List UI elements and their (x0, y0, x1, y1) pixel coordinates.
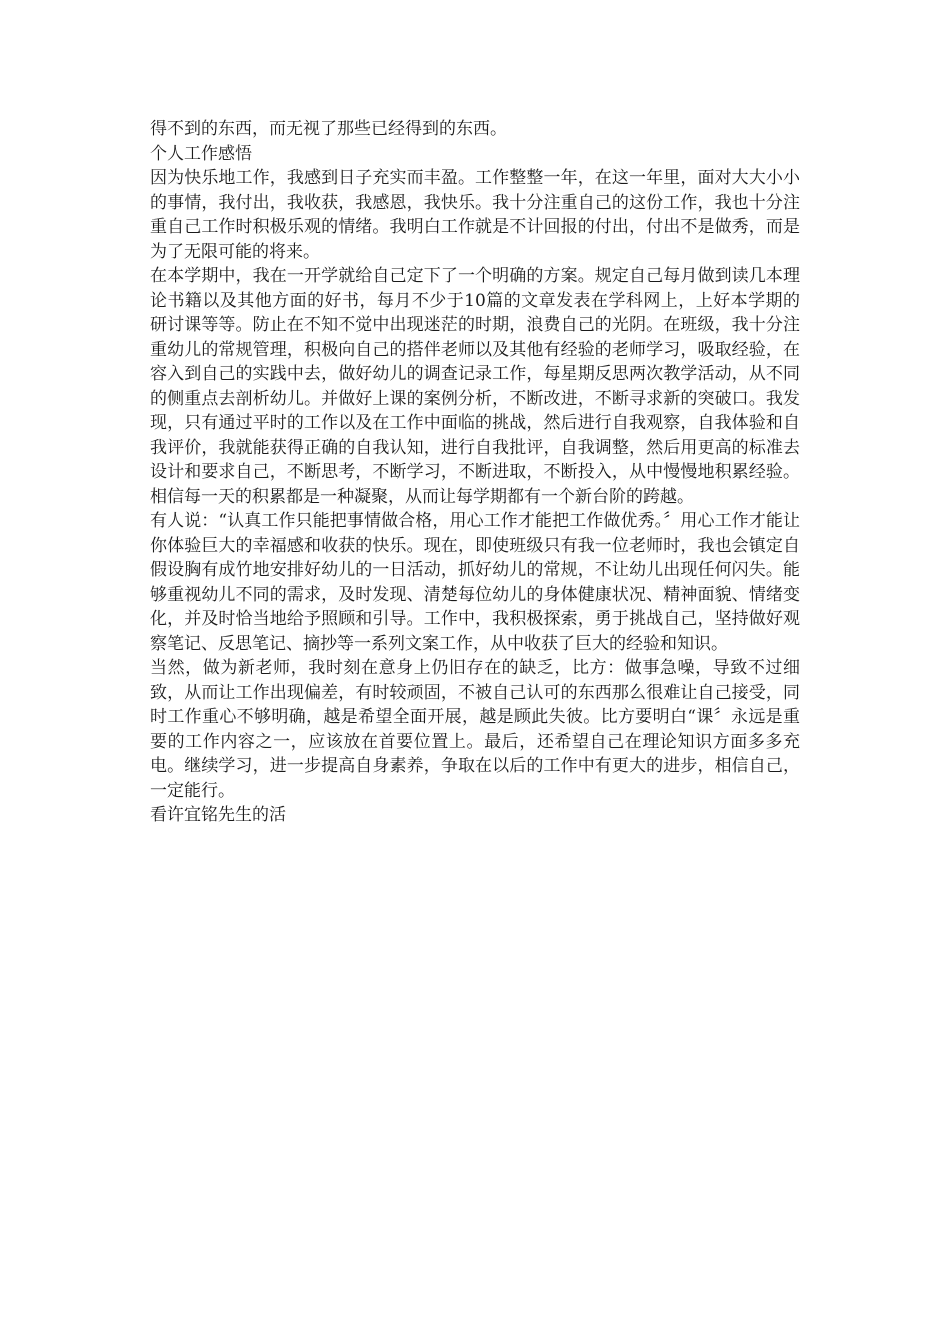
section-heading: 个人工作感悟 (150, 143, 252, 164)
paragraph: 因为快乐地工作，我感到日子充实而丰盈。工作整整一年，在这一年里，面对大大小小的事情，我付出，我收获，我感恩，我快乐。我十分注重自己的这份工作，我也十分注重自己工作时积极乐观的情绪。我明白工作就是不计回报的付出，付出不是做秀，而是为了无限可能的将来。 (150, 168, 800, 262)
paragraph: 当然，做为新老师，我时刻在意身上仍旧存在的缺乏，比方：做事急噪，导致不过细致，从而让工作出现偏差，有时较顽固，不被自己认可的东西那么很难让自己接受，同时工作重心不够明确，越是希望全面开展，越是顾此失彼。比方要明白“课〞永远是重要的工作内容之一，应该放在首要位置上。最后，还希望自己在理论知识方面多多充电。继续学习，进一步提高自身素养，争取在以后的工作中有更大的进步，相信自己，一定能行。 (150, 658, 800, 801)
paragraph: 有人说：“认真工作只能把事情做合格，用心工作才能把工作做优秀。〞用心工作才能让你体验巨大的幸福感和收获的快乐。现在，即使班级只有我一位老师时，我也会镇定自假设胸有成竹地安排好幼儿的一日活动，抓好幼儿的常规，不让幼儿出现任何闪失。能够重视幼儿不同的需求，及时发现、清楚每位幼儿的身体健康状况、精神面貌、情绪变化，并及时恰当地给予照顾和引导。工作中，我积极探索，勇于挑战自己，坚持做好观察笔记、反思笔记、摘抄等一系列文案工作，从中收获了巨大的经验和知识。 (150, 511, 800, 654)
paragraph: 在本学期中，我在一开学就给自己定下了一个明确的方案。规定自己每月做到读几本理论书籍以及其他方面的好书，每月不少于10篇的文章发表在学科网上，上好本学期的研讨课等等。防止在不知不觉中出现迷茫的时期，浪费自己的光阴。在班级，我十分注重幼儿的常规管理，积极向自己的搭伴老师以及其他有经验的老师学习，吸取经验，在容入到自己的实践中去，做好幼儿的调查记录工作，每星期反思两次教学活动，从不同的侧重点去剖析幼儿。并做好上课的案例分析，不断改进，不断寻求新的突破口。我发现，只有通过平时的工作以及在工作中面临的挑战，然后进行自我观察，自我体验和自我评价，我就能获得正确的自我认知，进行自我批评，自我调整，然后用更高的标准去设计和要求自己，不断思考，不断学习，不断进取，不断投入，从中慢慢地积累经验。相信每一天的积累都是一种凝聚，从而让每学期都有一个新台阶的跨越。 (150, 266, 800, 507)
paragraph-continuation: 得不到的东西，而无视了那些已经得到的东西。 (150, 119, 507, 139)
paragraph-trailing: 看许宜铭先生的活 (150, 805, 286, 825)
document-body (150, 117, 800, 828)
